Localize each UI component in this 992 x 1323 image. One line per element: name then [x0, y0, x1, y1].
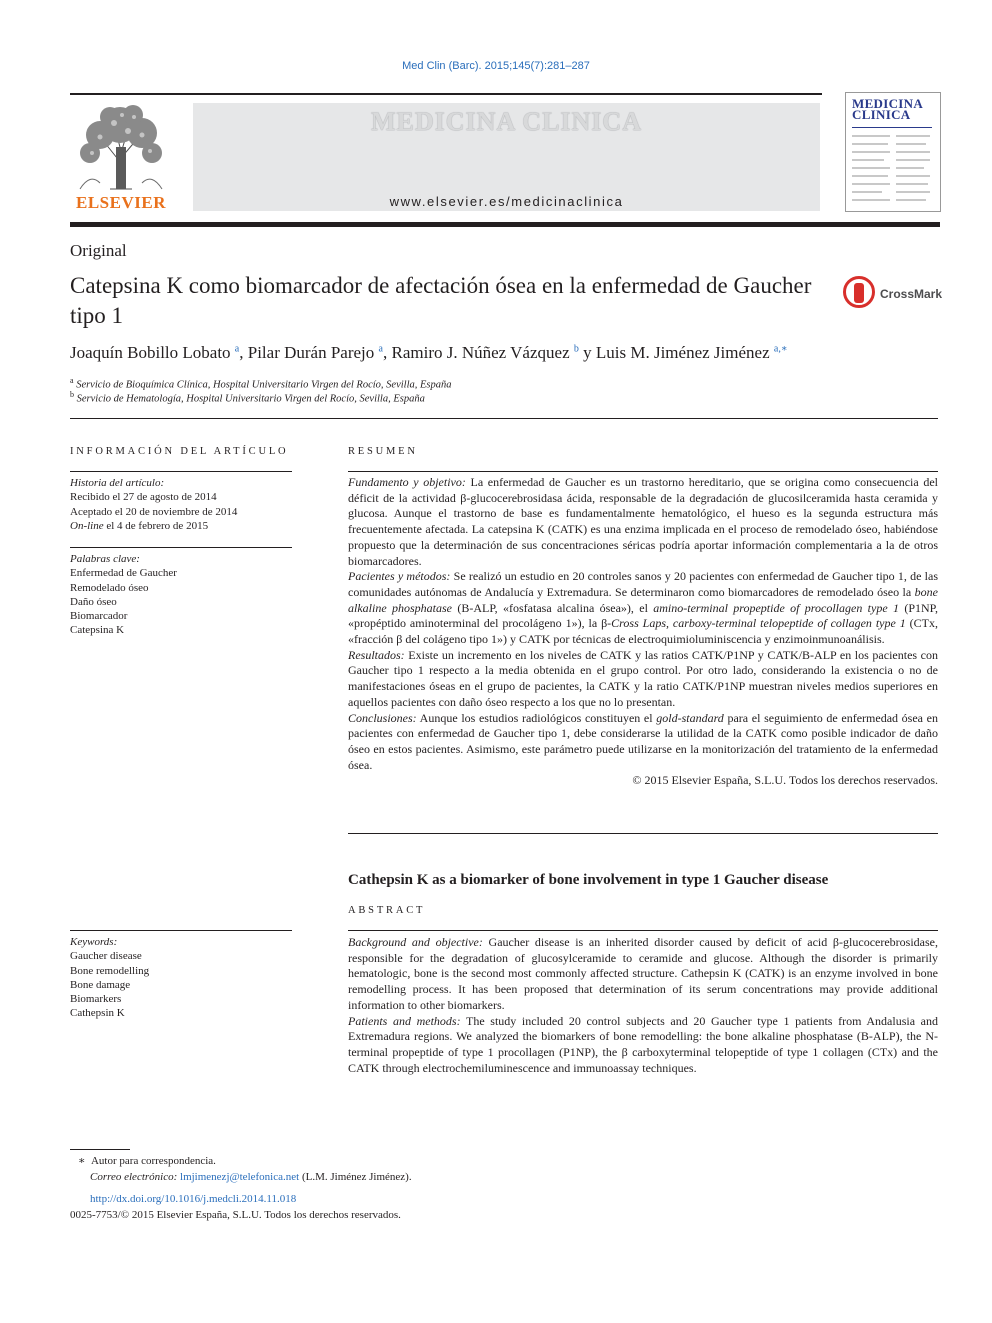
divider — [348, 471, 938, 472]
keyword: Remodelado óseo — [70, 581, 149, 594]
corresponding-note — [70, 1153, 412, 1169]
paragraph-text: Se realizó un estudio en 20 controles sanos y 20 pacientes con enfermedad de Gaucher tipo 1, de las comunidades autónomas de Andalucía y Extremadura. Se determinaron como biomarcadores de remodelado óseo la — [348, 569, 938, 599]
divider — [70, 547, 292, 548]
cover-text-line — [896, 143, 926, 145]
resumen-copyright: © 2015 Elsevier España, S.L.U. Todos los derechos reservados. — [632, 773, 938, 788]
abstract-body — [348, 935, 938, 1076]
author-affiliation-mark[interactable]: a,∗ — [773, 343, 788, 355]
cover-rule — [852, 127, 932, 128]
resumen-heading: RESUMEN — [348, 446, 418, 457]
section-label: Original — [70, 241, 127, 260]
resumen-conclusiones — [348, 711, 938, 774]
header-rule — [70, 222, 940, 227]
footnote-mark: ∗ — [78, 1155, 86, 1167]
italic-term: Cross Laps, carboxy-terminal telopeptide of collagen type 1 — [611, 616, 906, 631]
keyword: Enfermedad de Gaucher — [70, 567, 177, 580]
divider — [348, 930, 938, 931]
cover-text-line — [896, 191, 930, 193]
cover-title-line-1: MEDICINA — [852, 96, 924, 111]
cover-text-line — [896, 199, 926, 201]
affiliation-text: Servicio de Bioquímica Clínica, Hospital Universitario Virgen del Rocío, Sevilla, España — [76, 379, 452, 391]
online-label: On-line — [70, 519, 104, 532]
author-name: Luis M. Jiménez Jiménez — [595, 343, 770, 362]
italic-term: bone alkaline phosphatase — [348, 584, 938, 615]
keyword: Bone damage — [70, 978, 131, 991]
cover-text-line — [852, 143, 888, 145]
crossmark-icon — [843, 276, 875, 308]
keywords-label: Palabras clave: — [70, 553, 140, 565]
keyword: Daño óseo — [70, 595, 117, 608]
divider — [70, 930, 292, 931]
resumen-resultados — [348, 648, 938, 711]
italic-term: gold-standard — [656, 710, 724, 725]
elsevier-wordmark: ELSEVIER — [76, 193, 166, 212]
cover-text-line — [852, 151, 890, 153]
journal-title: MEDICINA CLINICA — [371, 107, 642, 136]
issn-copyright: 0025-7753/© 2015 Elsevier España, S.L.U. Todos los derechos reservados. — [70, 1209, 401, 1221]
journal-citation[interactable]: Med Clin (Barc). 2015;145(7):281–287 — [402, 60, 590, 72]
keywords-es — [70, 552, 292, 638]
paragraph-text: The study included 20 control subjects and 20 Gaucher type 1 patients from Andalusia and Extremadura regions. We analyzed the biomarkers of bone remodelling: the bone alkaline phosphatase (B-ALP), the N-terminal propeptide of type 1 procollagen (P1NP), the β carboxyterminal telopeptide of type 1 collagen (CTx) and the CATK through electrochemiluminescence and immunoassay techniques. — [348, 1013, 938, 1075]
email-link[interactable]: lmjimenezj@telefonica.net — [180, 1171, 300, 1183]
author-list — [70, 343, 950, 363]
accepted-date: Aceptado el 20 de noviembre de 2014 — [70, 505, 238, 518]
article-info-heading: INFORMACIÓN DEL ARTÍCULO — [70, 446, 289, 457]
author-name: Joaquín Bobillo Lobato — [70, 343, 231, 362]
cover-text-line — [896, 175, 930, 177]
cover-text-line — [852, 159, 884, 161]
cover-text-line — [852, 167, 890, 169]
crossmark-label: CrossMark — [880, 287, 943, 301]
author-name: Ramiro J. Núñez Vázquez — [391, 343, 570, 362]
corresponding-text: Autor para correspondencia. — [90, 1155, 216, 1167]
paragraph-label: Conclusiones: — [348, 710, 417, 725]
email-note — [70, 1169, 412, 1185]
paragraph-text: Existe un incremento en los niveles de CATK y las ratios CATK/P1NP y CATK/B-ALP en los pacientes con Gaucher tipo 1 respecto a la media obtenida en el grupo control. Por otro lado, considerando la existencia o no de manifestaciones óseas en el grupo de pacientes, la CATK y la ratio CATK/P1NP muestran niveles medios superiores en aquellos pacientes con daño óseo respecto a los que no lo presentan. — [348, 647, 938, 709]
cover-title-line-2: CLINICA — [852, 107, 911, 122]
paragraph-text: Gaucher disease is an inherited disorder caused by deficit of acid β-glucocerebrosidase, responsible for the degradation of glucosylceramide to ceramide and glucose. Although the disorder is primarily hematologic, bone is the second most commonly affected structure. Cathepsin K (CATK) is an enzyme involved in bone remodelling process. It has been proposed that determination of its serum concentrations may provide additional information to other biomarkers. — [348, 935, 938, 1012]
keywords-en-label: Keywords: — [70, 936, 118, 948]
paragraph-text: para el seguimiento de enfermedad ósea en pacientes con enfermedad de Gaucher tipo 1, debe considerarse la utilidad de la CATK como posible indicador de daño óseo en estos pacientes. Asimismo, este parámetro puede utilizarse en la monitorización del tratamiento de la enfermedad ósea. — [348, 710, 938, 772]
paragraph-label: Fundamento y objetivo: — [348, 475, 466, 489]
english-title: Cathepsin K as a biomarker of bone involvement in type 1 Gaucher disease — [348, 872, 829, 888]
doi-link[interactable]: http://dx.doi.org/10.1016/j.medcli.2014.11.018 — [90, 1193, 297, 1205]
keyword: Biomarcador — [70, 610, 128, 623]
paragraph-label: Resultados: — [348, 647, 405, 662]
keyword: Bone remodelling — [70, 964, 150, 977]
cover-text-line — [852, 183, 890, 185]
email-label: Correo electrónico: — [90, 1171, 178, 1183]
article-title: Catepsina K como biomarcador de afectación ósea en la enfermedad de Gaucher tipo 1 — [70, 273, 812, 328]
abstract-patients — [348, 1014, 938, 1077]
paragraph-text: (B-ALP, «fosfatasa alcalina ósea»), el — [452, 600, 654, 615]
abstract-heading: ABSTRACT — [348, 905, 426, 916]
resumen-fundamento — [348, 475, 938, 569]
affiliation-text: Servicio de Hematología, Hospital Universitario Virgen del Rocío, Sevilla, España — [76, 393, 425, 405]
crossmark-badge[interactable] — [843, 276, 943, 316]
cover-text-line — [896, 183, 928, 185]
elsevier-tree-icon — [70, 103, 172, 191]
paragraph-text: Aunque los estudios radiológicos constituyen el — [416, 710, 657, 725]
author-affiliation-mark[interactable]: a — [378, 343, 383, 355]
paragraph-text: (P1NP, «propéptido aminoterminal del procolágeno 1»), la β- — [348, 600, 939, 631]
paragraph-label: Pacientes y métodos: — [348, 569, 451, 584]
keyword: Biomarkers — [70, 993, 122, 1006]
abstract-background — [348, 935, 938, 1014]
online-date: el 4 de febrero de 2015 — [103, 519, 209, 532]
paragraph-text: La enfermedad de Gaucher es un trastorno hereditario, que se origina como consecuencia del déficit de la actividad β-glucocerebrosidasa ácida, responsable de la degradación de glucosilceramida hasta ceramida y glucosa. Aunque el trastorno de base es fundamentalmente hematológico, el hueso es la segunda estructura más frecuentemente afectada. La catepsina K (CATK) es una enzima implicada en el proceso de remodelado óseo, habiéndose propuesto que la determinación de sus concentraciones séricas podría aportar información complementaria a la de otros biomarcadores. — [348, 475, 938, 568]
journal-url[interactable]: www.elsevier.es/medicinaclinica — [389, 194, 624, 209]
cover-text-line — [896, 151, 930, 153]
divider — [70, 471, 292, 472]
journal-banner — [193, 103, 820, 211]
paragraph-label: Background and objective: — [348, 935, 483, 949]
journal-cover-thumbnail — [845, 92, 941, 212]
cover-text-line — [852, 199, 890, 201]
email-owner: (L.M. Jiménez Jiménez). — [299, 1171, 412, 1183]
keyword: Cathepsin K — [70, 1007, 125, 1020]
author-affiliation-mark[interactable]: b — [573, 343, 579, 355]
cover-text-line — [896, 135, 930, 137]
cover-title — [852, 98, 923, 120]
keyword: Gaucher disease — [70, 950, 142, 963]
author-affiliation-mark[interactable]: a — [234, 343, 240, 355]
keywords-en — [70, 935, 292, 1021]
cover-text-line — [896, 159, 930, 161]
author-separator: , — [239, 343, 248, 362]
italic-term: amino-terminal propeptide of procollagen type 1 — [653, 600, 899, 615]
affiliation-mark: b — [70, 390, 74, 399]
paragraph-label: Patients and methods: — [348, 1013, 461, 1028]
resumen-body — [348, 475, 938, 789]
banner-top-rule — [70, 93, 822, 95]
cover-text-line — [852, 175, 888, 177]
keyword: Catepsina K — [70, 624, 125, 637]
resumen-pacientes — [348, 569, 938, 648]
footnote-rule — [70, 1149, 130, 1150]
author-separator: , — [382, 343, 392, 362]
paragraph-text: (CTx, «fracción β del colágeno tipo 1») y CATK por técnicas de electroquimioluminiscencia y enzimoinmunoanálisis. — [348, 616, 938, 647]
author-separator: y — [578, 343, 596, 362]
history-label: Historia del artículo: — [70, 477, 165, 489]
footnotes — [70, 1153, 412, 1223]
article-history — [70, 476, 292, 533]
divider — [70, 418, 938, 419]
affiliation-mark: a — [70, 376, 74, 385]
author-name: Pilar Durán Parejo — [247, 343, 375, 362]
affiliation — [70, 376, 452, 391]
affiliation — [70, 390, 425, 405]
cover-text-line — [852, 135, 890, 137]
cover-text-line — [896, 167, 924, 169]
received-date: Recibido el 27 de agosto de 2014 — [70, 491, 217, 504]
divider — [348, 833, 938, 834]
elsevier-logo — [70, 103, 172, 213]
cover-text-line — [852, 191, 882, 193]
